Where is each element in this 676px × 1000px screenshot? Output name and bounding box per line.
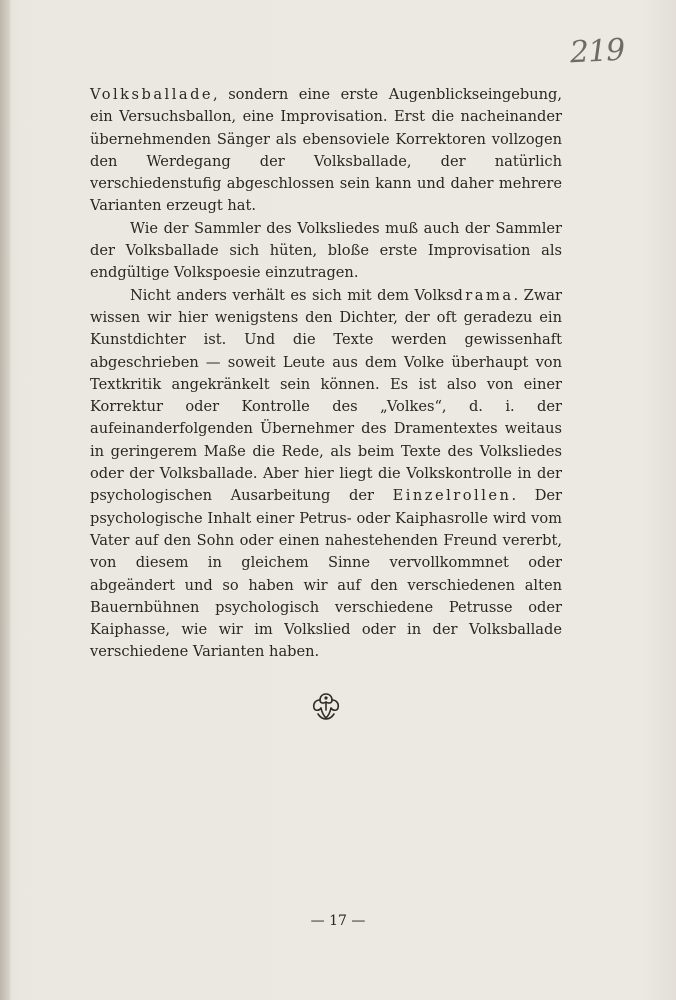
floral-ornament-icon (308, 688, 344, 724)
paragraph-1-spaced: Volksballade (90, 86, 214, 103)
paragraph-3-lead: Nicht anders verhält es sich mit dem Volks (130, 286, 454, 304)
body-text (90, 84, 562, 664)
handwritten-page-number: 219 (568, 32, 625, 71)
paragraph-1 (90, 84, 562, 218)
paragraph-2 (90, 218, 562, 285)
page-number: — 17 — (310, 913, 366, 929)
paragraph-1-text: , sondern eine erste Augenblickseingebung, ein Versuchsballon, eine Improvisation. Erst die nacheinander übernehmenden Sänger als ebensoviele Korrektoren vollzogen den Werdegang der Volksballade, der natürlich verschiedenstufig abgeschlossen sein kann und daher mehrere Varianten erzeugt hat. (90, 86, 562, 215)
paragraph-3-spaced-2: Einzelrollen (392, 487, 512, 505)
binding-edge (0, 0, 10, 1000)
paragraph-2-text: Wie der Sammler des Volksliedes muß auch der Sammler der Volksballade sich hüten, bloße erste Improvisation als endgültige Volkspoesie einzutragen. (90, 219, 562, 282)
paragraph-3-spaced: drama (453, 286, 514, 304)
paragraph-3-tail: . Der psychologische Inhalt einer Petrus- oder Kaiphasrolle wird vom Vater auf den Sohn oder einen nahestehenden Freund vererbt, von diesem in gleichem Sinne vervollkommnet oder abgeändert und so haben wir auf den verschiedenen alten Bauernbühnen psychologisch verschiedene Petrusse oder Kaiphasse, wie wir im Volkslied oder in der Volksballade verschiedene Varianten haben. (90, 487, 563, 661)
paragraph-3-text: . Zwar wissen wir hier wenigstens den Dichter, der oft geradezu ein Kunstdichter ist. Und die Texte werden gewissenhaft abgeschrieben — soweit Leute aus dem Volke überhaupt von Textkritik angekränkelt sein können. Es ist also von einer Korrektur oder Kontrolle des „Volkes“, d. i. der aufeinanderfolgenden Übernehmer des Dramentextes weitaus in geringerem Maße die Rede, als beim Texte des Volksliedes oder der Volksballade. Aber hier liegt die Volkskontrolle in der psychologischen Ausarbeitung der (90, 286, 562, 505)
paragraph-3 (90, 285, 562, 664)
